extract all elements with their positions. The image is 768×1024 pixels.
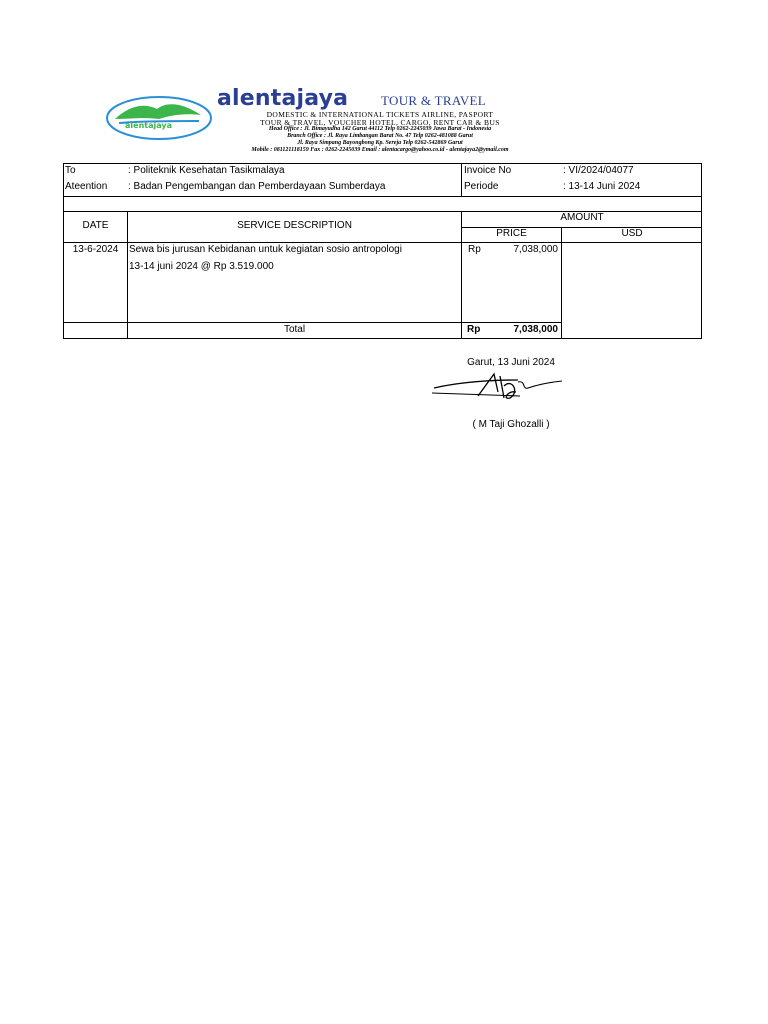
spacer-left-line (63, 196, 64, 212)
to-value: : Politeknik Kesehatan Tasikmalaya (128, 165, 285, 176)
invoice-label: Invoice No (464, 165, 512, 176)
total-value: 7,038,000 (513, 324, 558, 335)
usd-header: USD (621, 228, 643, 239)
branch-office-address: Branch Office : Jl. Raya Limbangan Barat No. 47 Telp 0262-481088 Garut (287, 133, 473, 139)
row-date: 13-6-2024 (72, 244, 119, 255)
service-header: SERVICE DESCRIPTION (237, 220, 352, 231)
attention-label: Ateention (65, 181, 108, 192)
date-header: DATE (82, 220, 109, 231)
signature-place-date: Garut, 13 Juni 2024 (467, 357, 555, 368)
to-label: To (65, 165, 76, 176)
amount-header: AMOUNT (560, 212, 604, 223)
periode-value: : 13-14 Juni 2024 (563, 181, 641, 192)
total-label: Total (283, 324, 306, 335)
handwritten-signature (430, 370, 566, 402)
company-name: alentajaya (217, 86, 349, 111)
spacer-right-line (701, 196, 702, 212)
contact-line: Mobile : 081121118159 Fax : 0262-2245039 Email : alentacargo@yahoo.co.id - alentajaya2@ymail.com (251, 147, 509, 153)
price-header: PRICE (496, 228, 527, 239)
signatory-name: ( M Taji Ghozalli ) (472, 419, 550, 430)
attention-value: : Badan Pengembangan dan Pemberdayaan Sumberdaya (128, 181, 386, 192)
branch-office-address-2: Jl. Raya Simpang Bayongbong Kp. Sereja Telp 0262-542869 Garut (297, 140, 463, 146)
header-services-2: TOUR & TRAVEL, VOUCHER HOTEL, CARGO, RENT CAR & BUS (260, 118, 500, 127)
row-description-line-2: 13-14 juni 2024 @ Rp 3.519.000 (129, 261, 274, 272)
head-office-address: Head Office : Jl. Bimayudha 142 Garut 44112 Telp 0262-2245039 Jawa Barat - Indonesia (268, 126, 492, 132)
row-description-line-1: Sewa bis jurusan Kebidanan untuk kegiatan sosio antropologi (129, 244, 402, 255)
total-currency: Rp (467, 324, 481, 335)
info-divider (461, 163, 462, 197)
company-suffix: TOUR & TRAVEL (381, 93, 487, 108)
invoice-value: : VI/2024/04077 (563, 165, 634, 176)
total-top-line (63, 322, 562, 323)
row-currency: Rp (468, 244, 481, 255)
header-bottom-line (63, 242, 702, 243)
periode-label: Periode (464, 181, 499, 192)
row-price: 7,038,000 (513, 244, 558, 255)
header-services-1: DOMESTIC & INTERNATIONAL TICKETS AIRLINE, PASPORT (266, 110, 494, 119)
logo-text: alentajaya (125, 121, 172, 130)
